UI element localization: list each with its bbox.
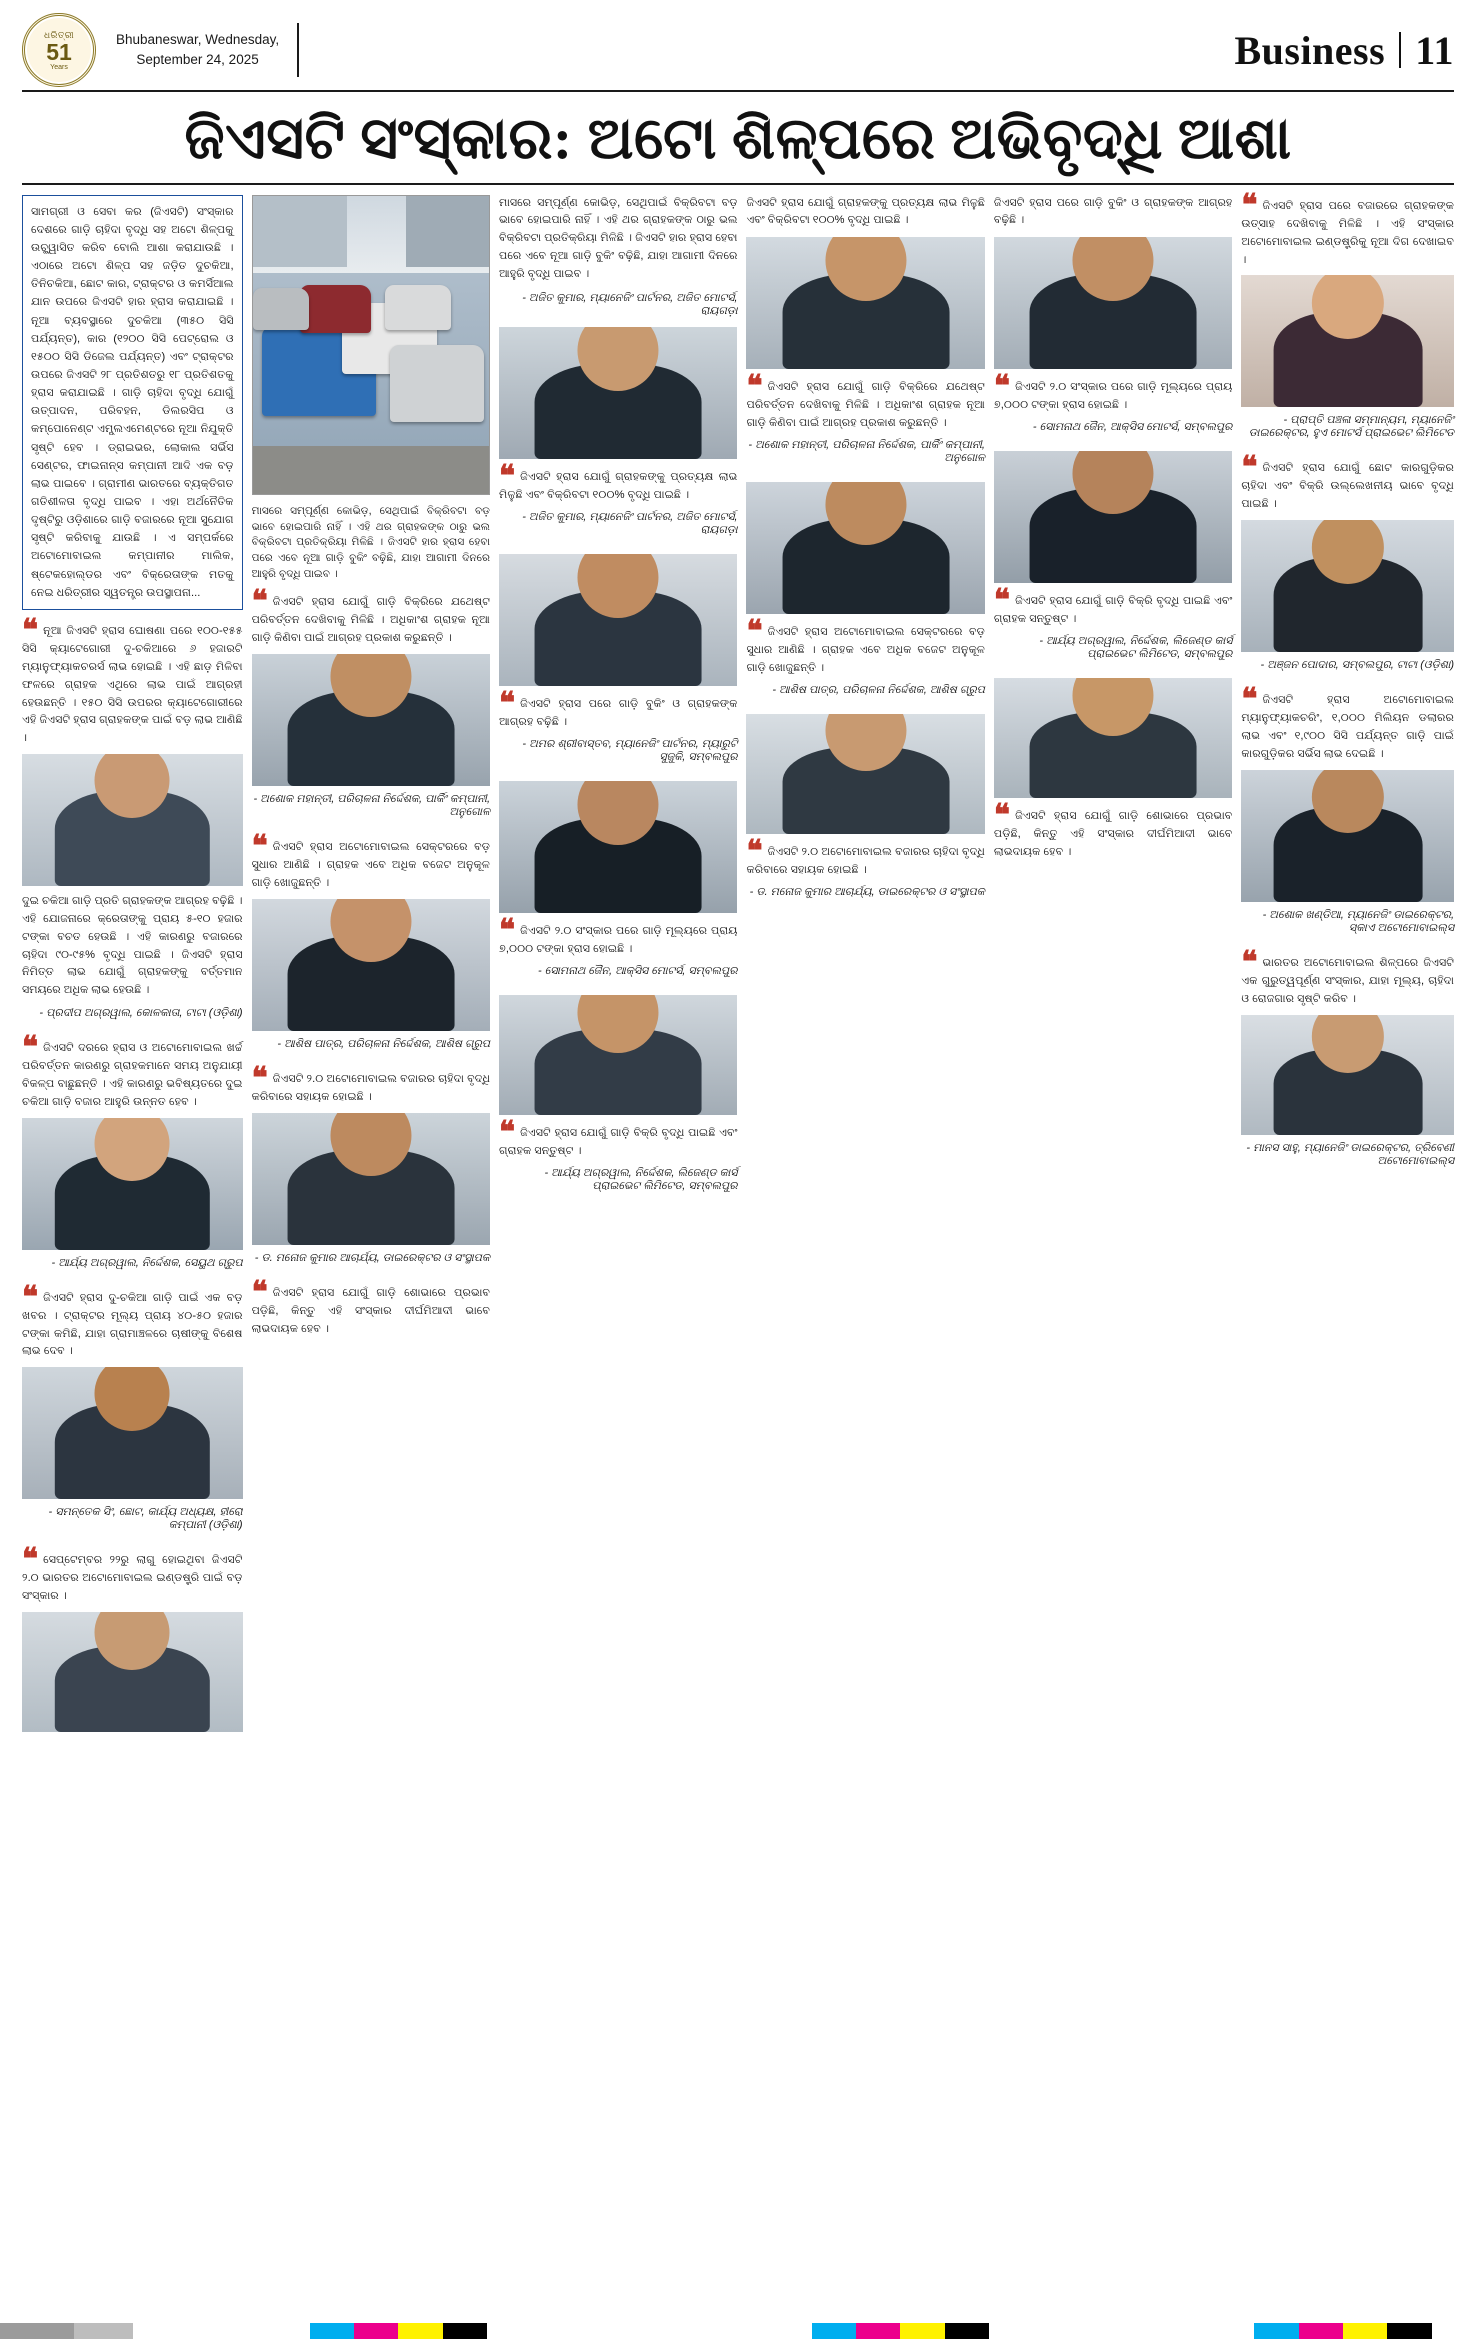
quote-attribution: - ସୋମନାଥ ଜୈନ, ଆକ୍ସିସ ମୋଟର୍ସ, ସମ୍ବଲପୁର (538, 965, 738, 978)
quote-icon: ❝ (1241, 683, 1258, 717)
quote-text: ❝ ଜିଏସଟି ହ୍ରାସ ଯୋଗୁଁ ଗାଡ଼ି ବିକ୍ରି ବୃଦ୍ଧି ପାଇଛି ଏବଂ ଗ୍ରାହକ ସନ୍ତୁଷ୍ଟ । (499, 1116, 738, 1158)
quote-text: ❝ ଜିଏସଟି ହ୍ରାସ ଅଟୋମୋବାଇଲ ସେକ୍ଟରରେ ବଡ଼ ସୁଧାର ଆଣିଛି । ଗ୍ରାହକ ଏବେ ଅଧିକ ବଜେଟ ଅନୁକୂଳ ଗାଡ଼ି ଖୋଜୁଛନ୍ତି । (251, 829, 491, 889)
quote-icon: ❝ (993, 370, 1011, 404)
quote-attribution: - ଡ. ମନୋଜ କୁମାର ଆଚାର୍ଯ୍ୟ, ଡାଇରେକ୍ଟର ଓ ସଂସ୍ଥାପକ (254, 1251, 491, 1264)
quote-text: ❝ ଜିଏସଟି ୨.୦ ସଂସ୍କାର ପରେ ଗାଡ଼ି ମୂଲ୍ୟରେ ପ୍ରାୟ ୭,୦୦୦ ଟଙ୍କା ହ୍ରାସ ହୋଇଛି । (499, 914, 738, 956)
column-3 (499, 195, 737, 1748)
logo-bottom-text: Years (50, 63, 68, 71)
quote-attribution: - ଅଶୋକ ମହାନ୍ତୀ, ପରିଚାଳନା ନିର୍ଦ୍ଦେଶକ, ପାର୍କିଂ କମ୍ପାନୀ, ଅନୁଗୋଳ (748, 439, 985, 465)
portrait-photo (746, 482, 984, 614)
dateline-city-day: Bhubaneswar, Wednesday, (116, 32, 280, 48)
quote-attribution: - ଅମର ଶ୍ରୀବାସ୍ତବ, ମ୍ୟାନେଜିଂ ପାର୍ଟନର, ମ୍ୟାରୁଟି ସୁଜୁକି, ସମ୍ବଲପୁର (522, 738, 738, 764)
quote-text: ❝ ଜିଏସଟି ୨.୦ ଅଟୋମୋବାଇଲ ବଜାରର ଚାହିଦା ବୃଦ୍ଧି କରିବାରେ ସହାୟକ ହୋଇଛି । (251, 1061, 491, 1103)
portrait-photo (1241, 520, 1454, 652)
quote-icon: ❝ (251, 1275, 268, 1309)
portrait-photo (994, 237, 1232, 369)
quote-block (499, 327, 737, 546)
quote-text: ❝ ଜିଏସଟି ୨.୦ ସଂସ୍କାର ପରେ ଗାଡ଼ି ମୂଲ୍ୟରେ ପ୍ରାୟ ୭,୦୦୦ ଟଙ୍କା ହ୍ରାସ ହୋଇଛି । (993, 370, 1233, 412)
reg-swatch-yellow (900, 2323, 944, 2339)
quote-icon: ❝ (993, 584, 1011, 618)
reg-gap (989, 2323, 1255, 2339)
quote-icon: ❝ (993, 799, 1011, 833)
quote-icon: ❝ (499, 1116, 516, 1150)
portrait-photo (22, 754, 243, 886)
portrait-photo (252, 1113, 490, 1245)
photo-car (300, 285, 371, 333)
quote-text: ❝ ଜିଏସଟି ହ୍ରାସ ପରେ ଗାଡ଼ି ବୁକିଂ ଓ ଗ୍ରାହକଙ୍କ ଆଗ୍ରହ ବଢ଼ିଛି । (499, 687, 738, 729)
reg-swatch-black (945, 2323, 989, 2339)
portrait-photo (499, 327, 737, 459)
column-4 (746, 195, 984, 1748)
portrait-photo (22, 1612, 243, 1732)
quote-block (22, 1030, 243, 1279)
reg-swatch-black (1387, 2323, 1431, 2339)
print-registration-bar (0, 2323, 1476, 2339)
article-body (22, 185, 1454, 1748)
body-text: ମାସରେ ସମ୍ପୂର୍ଣ୍ଣ କୋଭିଡ଼, ସେଥିପାଇଁ ବିକ୍ରିବଟା ବଡ଼ ଭାବେ ହୋଇପାରି ନାହିଁ । ଏହି ଥର ଗ୍ରାହକଙ୍କ ଠାରୁ ଭଲ ବିକ୍ରିବଟା ପ୍ରତିକ୍ରିୟା ମିଳିଛି । ଜିଏସଟି ହାର ହ୍ରାସ ହେବା ପରେ ଏବେ ନୂଆ ଗାଡ଼ି ବୁକିଂ ବଢ଼ିଛି, ଯାହା ଆଗାମୀ ଦିନରେ ଆହୁରି ବୃଦ୍ଧି ପାଇବ । (499, 196, 738, 280)
masthead (22, 0, 1454, 92)
reg-swatch-yellow (1343, 2323, 1387, 2339)
portrait-photo (22, 1367, 243, 1499)
quote-text: ❝ ଜିଏସଟି ହ୍ରାସ ଅଟୋମୋବାଇଲ ମ୍ୟାନୁଫ୍ୟାକଚରିଂ, ୧,୦୦୦ ମିଲିୟନ ଡଲାରର ଲାଭ ଏବଂ ୧,୯୦୦ ସିସି ପର୍ଯ୍ୟନ୍ତ ଗାଡ଼ି ପାଇଁ କାରଗୁଡ଼ିକର ସର୍ଭିସ ଲାଭ ଦେଇଛି । (1241, 683, 1454, 761)
quote-attribution: - ଅଞ୍ଜନ ପୋଦାର, ସମ୍ବଲପୁର, ଟାଟା (ଓଡ଼ିଶା) (1260, 659, 1454, 672)
reg-swatch-yellow (398, 2323, 442, 2339)
portrait-photo (252, 654, 490, 786)
quote-text: ❝ ଭାରତର ଅଟୋମୋବାଇଲ ଶିଳ୍ପରେ ଜିଏସଟି ଏକ ଗୁରୁତ୍ୱପୂର୍ଣ୍ଣ ସଂସ୍କାର, ଯାହା ମୂଲ୍ୟ, ଚାହିଦା ଓ ରୋଜଗାର ସୃଷ୍ଟି କରିବ । (1241, 946, 1454, 1005)
quote-attribution: - ଅଶୋକ ଖଣ୍ଡିଆ, ମ୍ୟାନେଜିଂ ଡାଇରେକ୍ଟର, ସ୍କାଏ ଅଟୋମୋବାଇଲ୍ସ (1262, 909, 1454, 935)
body-text: ଜିଏସଟି ହ୍ରାସ ଯୋଗୁଁ ଗ୍ରାହକଙ୍କୁ ପ୍ରତ୍ୟକ୍ଷ ଲାଭ ମିଳୁଛି ଏବଂ ବିକ୍ରିବଟା ୧୦୦% ବୃଦ୍ଧି ପାଇଛି । (746, 196, 985, 227)
quote-icon: ❝ (499, 914, 516, 948)
quote-attribution: - ଆଶିଷ ପାତ୍ର, ପରିଚାଳନା ନିର୍ଦ୍ଦେଶକ, ଆଶିଷ ଗ୍ରୁପ (772, 683, 985, 696)
publication-logo (22, 13, 96, 87)
reg-swatch-magenta (1299, 2323, 1343, 2339)
portrait-photo (1241, 770, 1454, 902)
quote-attribution: - ଆର୍ଯ୍ୟ ଅଗ୍ରୱାଲ, ନିର୍ଦ୍ଦେଶକ, ଲିଜେଣ୍ଡ କାର୍ସ ପ୍ରାଇଭେଟ ଲିମିଟେଡ, ସମ୍ବଲପୁର (1039, 635, 1233, 661)
section-name: Business (1234, 27, 1386, 73)
portrait-photo (994, 451, 1232, 583)
body-text: ଜିଏସଟି ହ୍ରାସ ପରେ ଗାଡ଼ି ବୁକିଂ ଓ ଗ୍ରାହକଙ୍କ ଆଗ୍ରହ ବଢ଼ିଛି । (993, 196, 1233, 227)
quote-text: ❝ ନୂଆ ଜିଏସଟି ହ୍ରାସ ଘୋଷଣା ପରେ ୧୦୦-୧୫୫ ସିସି କ୍ୟାଟେଗୋରୀ ଦୁ-ଚକିଆରେ ୬ ହଜାରଟି ମ୍ୟାନୁଫ୍ୟାକଚରର୍ସ ଲାଭ ହୋଇଛି । ଏହି ଛାଡ଼ ମିଳିବା ଫଳରେ ଗ୍ରାହକ ଏଥିରେ ଲାଭ ପାଇଁ ଆଗ୍ରହୀ ହେଉଛନ୍ତି । ୧୫୦ ସିସି ଉପରର କ୍ୟାଟେଗୋରୀରେ ଏହି ଜିଏସଟି ହ୍ରାସ ଗ୍ରାହକଙ୍କ ପାଇଁ ବଡ଼ ଲାଭ ଆଣିଛି । (22, 613, 243, 745)
quote-icon: ❝ (1241, 946, 1258, 980)
reg-swatch-magenta (354, 2323, 398, 2339)
quote-icon: ❝ (251, 1061, 268, 1095)
portrait-photo (499, 554, 737, 686)
dateline (112, 23, 299, 77)
quote-block (1241, 946, 1454, 1177)
quote-attribution: - ଆଶିଷ ପାତ୍ର, ପରିଚାଳନା ନିର୍ଦ୍ଦେଶକ, ଆଶିଷ ଗ୍ରୁପ (277, 1037, 491, 1050)
photo-building-left (253, 196, 348, 268)
column-6 (1241, 188, 1454, 1748)
column-2 (252, 195, 490, 1748)
quote-attribution: - ପ୍ରାପ୍ତି ପଞ୍ଚଳା ସମ୍ମାନ୍ୟମ, ମ୍ୟାନେଜିଂ ଡାଇରେକ୍ଟର, ହୁଏ ମୋଟର୍ସ ପ୍ରାଇଭେଟ ଲିମିଟେଡ (1248, 414, 1454, 440)
reg-swatch-magenta (856, 2323, 900, 2339)
quote-text: ❝ ଜିଏସଟି ହ୍ରାସ ଯୋଗୁଁ ଗାଡ଼ି ବିକ୍ରିରେ ଯଥେଷ୍ଟ ପରିବର୍ତ୍ତନ ଦେଖିବାକୁ ମିଳିଛି । ଅଧିକାଂଶ ଗ୍ରାହକ ନୂଆ ଗାଡ଼ି କିଣିବା ପାଇଁ ଆଗ୍ରହ ପ୍ରକାଶ କରୁଛନ୍ତି । (251, 585, 491, 645)
quote-icon: ❝ (499, 460, 516, 494)
quote-text: ❝ ଜିଏସଟି ୨.୦ ଅଟୋମୋବାଇଲ ବଜାରର ଚାହିଦା ବୃଦ୍ଧି କରିବାରେ ସହାୟକ ହୋଇଛି । (746, 834, 985, 876)
quote-block (251, 585, 491, 828)
reg-swatch-black (443, 2323, 487, 2339)
quote-icon: ❝ (22, 1030, 39, 1064)
portrait-photo (1241, 275, 1454, 407)
quote-text: ❝ ଜିଏସଟି ହ୍ରାସ ଯୋଗୁଁ ଗାଡ଼ି ବିକ୍ରିରେ ଯଥେଷ୍ଟ ପରିବର୍ତ୍ତନ ଦେଖିବାକୁ ମିଳିଛି । ଅଧିକାଂଶ ଗ୍ରାହକ ନୂଆ ଗାଡ଼ି କିଣିବା ପାଇଁ ଆଗ୍ରହ ପ୍ରକାଶ କରୁଛନ୍ତି । (746, 370, 985, 430)
quote-icon: ❝ (1241, 451, 1258, 485)
quote-block (1241, 451, 1454, 681)
portrait-photo (746, 237, 984, 369)
quote-text: ❝ ଜିଏସଟି ହ୍ରାସ ଅଟୋମୋବାଇଲ ସେକ୍ଟରରେ ବଡ଼ ସୁଧାର ଆଣିଛି । ଗ୍ରାହକ ଏବେ ଅଧିକ ବଜେଟ ଅନୁକୂଳ ଗାଡ଼ି ଖୋଜୁଛନ୍ତି । (746, 615, 985, 674)
photo-car (385, 285, 451, 330)
quote-attribution: - ପ୍ରଦୀପ ଅଗ୍ରୱାଲ, କୋଳକାତା, ଟାଟା (ଓଡ଼ିଶା) (39, 1006, 243, 1019)
photo-ground (253, 446, 489, 494)
quote-block (746, 237, 984, 474)
quote-text: ❝ ଜିଏସଟି ହ୍ରାସ ପରେ ବଜାରରେ ଗ୍ରାହକଙ୍କ ଉତ୍ସାହ ଦେଖିବାକୁ ମିଳିଛି । ଏହି ସଂସ୍କାର ଅଟୋମୋବାଇଲ ଇଣ୍ଡଷ୍ଟ୍ରିକୁ ନୂଆ ଦିଗ ଦେଖାଇବ । (1241, 188, 1454, 266)
quote-attribution: - ଆର୍ଯ୍ୟ ଅଗ୍ରୱାଲ, ନିର୍ଦ୍ଦେଶକ, ସେୟୁଥ ଗ୍ରୁପ (51, 1256, 243, 1269)
logo-top-text: ଧରିତ୍ରୀ (43, 29, 75, 40)
body-attribution: - ଅଜିତ କୁମାର, ମ୍ୟାନେଜିଂ ପାର୍ଟନର, ଅଜିତ ମୋଟର୍ସ, ରାୟଗଡ଼ା (522, 292, 738, 318)
reg-swatch-cyan (812, 2323, 856, 2339)
quote-block (994, 678, 1232, 868)
photo-car (253, 288, 310, 330)
photo-building-right (406, 196, 489, 268)
quote-block (251, 1061, 491, 1274)
quote-icon: ❝ (746, 834, 763, 868)
quote-icon: ❝ (746, 615, 763, 649)
quote-block (746, 482, 984, 706)
main-photo-car-lot (252, 195, 490, 495)
portrait-photo (1241, 1015, 1454, 1135)
quote-attribution: - ସୋମନାଥ ଜୈନ, ଆକ୍ସିସ ମୋଟର୍ସ, ସମ୍ବଲପୁର (1032, 421, 1233, 434)
quote-icon: ❝ (746, 370, 763, 404)
reg-swatch-cyan (310, 2323, 354, 2339)
photo-car (390, 345, 485, 422)
reg-gap (133, 2323, 310, 2339)
portrait-photo (499, 781, 737, 913)
logo-number: 51 (46, 38, 72, 65)
reg-swatch (0, 2323, 74, 2339)
reg-swatch (74, 2323, 133, 2339)
quote-text: ❝ ସେପ୍ଟେମ୍ବର ୨୨ରୁ ଲାଗୁ ହୋଇଥିବା ଜିଏସଟି ୨.୦ ଭାରତର ଅଟୋମୋବାଇଲ ଇଣ୍ଡଷ୍ଟ୍ରି ପାଇଁ ବଡ଼ ସଂସ୍କାର । (22, 1543, 243, 1603)
quote-icon: ❝ (22, 1280, 39, 1314)
divider (1399, 32, 1401, 68)
dateline-date: September 24, 2025 (136, 52, 259, 67)
quote-block (1241, 683, 1454, 944)
quote-attribution: - ଅଜିତ କୁମାର, ମ୍ୟାନେଜିଂ ପାର୍ଟନର, ଅଜିତ ମୋଟର୍ସ, ରାୟଗଡ଼ା (522, 511, 738, 537)
column-1 (22, 195, 243, 1748)
photo-caption: ମାସରେ ସମ୍ପୂର୍ଣ୍ଣ କୋଭିଡ଼, ସେଥିପାଇଁ ବିକ୍ରିବଟା ବଡ଼ ଭାବେ ହୋଇପାରି ନାହିଁ । ଏହି ଥର ଗ୍ରାହକଙ୍କ ଠାରୁ ଭଲ ବିକ୍ରିବଟା ପ୍ରତିକ୍ରିୟା ମିଳିଛି । ଜିଏସଟି ହାର ହ୍ରାସ ହେବା ପରେ ଏବେ ନୂଆ ଗାଡ଼ି ବୁକିଂ ବଢ଼ିଛି, ଯାହା ଆଗାମୀ ଦିନରେ ଆହୁରି ବୃଦ୍ଧି ପାଇବ । (251, 504, 491, 581)
quote-attribution: - ସମନ୍ତେକ ସିଂ, ଛୋଟ, କାର୍ଯ୍ୟ ଅଧ୍ୟକ୍ଷ, ହୀରୋ କମ୍ପାନୀ (ଓଡ଼ିଶା) (48, 1506, 243, 1532)
quote-block (22, 1543, 243, 1739)
section-header (1234, 27, 1454, 74)
quote-block (1241, 188, 1454, 450)
portrait-photo (252, 899, 490, 1031)
quote-block (251, 829, 491, 1060)
portrait-photo (994, 678, 1232, 798)
quote-block (746, 714, 984, 908)
lead-paragraph: ସାମଗ୍ରୀ ଓ ସେବା କର (ଜିଏସଟି) ସଂସ୍କାର ଦେଶରେ ଗାଡ଼ି ଚାହିଦା ବୃଦ୍ଧି ସହ ଅଟୋ ଶିଳ୍ପକୁ ଉଚ୍ଛ୍ୱାସିତ କରିବ ବୋଲି ଆଶା କରାଯାଉଛି । ଏଠାରେ ଅଟୋ ଶିଳ୍ପ ସହ ଜଡ଼ିତ ଦୁଚକିଆ, ତିନିଚକିଆ, ଛୋଟ କାର, ଟ୍ରାକ୍ଟର ଓ କମର୍ସିଆଲ ଯାନ ଉପରେ ଜିଏସଟି ହାର ହ୍ରାସ କରାଯାଇଛି । ନୂଆ ବ୍ୟବସ୍ଥାରେ ଦୁଚକିଆ (୩୫୦ ସିସି ପର୍ଯ୍ୟନ୍ତ), କାର (୧୨୦୦ ସିସି ପେଟ୍ରୋଲ ଓ ୧୫୦୦ ସିସି ଡିଜେଲ ପର୍ଯ୍ୟନ୍ତ) ଏବଂ ଟ୍ରାକ୍ଟର ଉପରେ ଜିଏସଟି ୨୮ ପ୍ରତିଶତରୁ ୧୮ ପ୍ରତିଶତକୁ ହ୍ରାସ କରାଯାଇଛି । ଗାଡ଼ି ଚାହିଦା ବୃଦ୍ଧି ଯୋଗୁଁ ଉତ୍ପାଦନ, ପରିବହନ, ଡିଲରସିପ ଓ କମ୍ପୋନେଣ୍ଟ ଏମ୍ପ୍ଲଏମେଣ୍ଟରେ ନୂଆ ନିଯୁକ୍ତି ସୃଷ୍ଟି ହେବ । ଡ୍ରାଇଭର, ଲୋକାଲ ସର୍ଭିସ ସେଣ୍ଟର, ଫାଇନାନ୍ସ କମ୍ପାନୀ ଆଦି ଏକ ବଡ଼ ଲାଭ ପାଇବେ । ଗ୍ରାମୀଣ ଭାରତରେ ବ୍ୟକ୍ତିଗତ ଗତିଶୀଳତା ବୃଦ୍ଧି ପାଇବ । ଏହା ଅର୍ଥନୈତିକ ଦୃଷ୍ଟିରୁ ଓଡ଼ିଶାରେ ଗାଡ଼ି ବଜାରରେ ନୂଆ ସୁଯୋଗ ସୃଷ୍ଟି କରିବାକୁ ଯାଉଛି । ଏ ସମ୍ପର୍କରେ ଅଟୋମୋବାଇଲ କମ୍ପାନୀର ମାଲିକ, ଷ୍ଟେକହୋଲ୍ଡର ଏବଂ ବିକ୍ରେତାଙ୍କ ମତକୁ ନେଇ ଧରିତ୍ରୀର ସ୍ୱତନ୍ତ୍ର ଉପସ୍ଥାପନା... (22, 195, 243, 610)
quote-icon: ❝ (251, 829, 268, 863)
quote-block (994, 451, 1232, 670)
quote-text: ❝ ଜିଏସଟି ହ୍ରାସ ଯୋଗୁଁ ଗାଡ଼ି ଶୋଭାରେ ପ୍ରଭାବ ପଡ଼ିଛି, କିନ୍ତୁ ଏହି ସଂସ୍କାର ଦୀର୍ଘମିଆଦୀ ଭାବେ ଲାଭଦାୟକ ହେବ । (251, 1275, 491, 1335)
quote-text: ❝ ଜିଏସଟି ହ୍ରାସ ଯୋଗୁଁ ଗାଡ଼ି ବିକ୍ରି ବୃଦ୍ଧି ପାଇଛି ଏବଂ ଗ୍ରାହକ ସନ୍ତୁଷ୍ଟ । (993, 584, 1233, 626)
portrait-photo (22, 1118, 243, 1250)
quote-icon: ❝ (1241, 188, 1258, 222)
quote-icon: ❝ (22, 1543, 39, 1577)
quote-block (499, 995, 737, 1202)
quote-attribution: - ମାନସ ସାହୁ, ମ୍ୟାନେଜିଂ ଡାଇରେକ୍ଟର, ତ୍ରିବେଣୀ ଅଟୋମୋବାଇଲ୍ସ (1246, 1141, 1454, 1167)
quote-icon: ❝ (22, 613, 39, 647)
quote-attribution: - ଆର୍ଯ୍ୟ ଅଗ୍ରୱାଲ, ନିର୍ଦ୍ଦେଶକ, ଲିଜେଣ୍ଡ କାର୍ସ ପ୍ରାଇଭେଟ ଲିମିଟେଡ, ସମ୍ବଲପୁର (544, 1167, 738, 1193)
quote-block (251, 1275, 491, 1345)
reg-gap (487, 2323, 812, 2339)
quote-block (499, 554, 737, 773)
quote-attribution: - ଡ. ମନୋଜ କୁମାର ଆଚାର୍ଯ୍ୟ, ଡାଇରେକ୍ଟର ଓ ସଂସ୍ଥାପକ (749, 885, 985, 898)
portrait-photo (499, 995, 737, 1115)
quote-icon: ❝ (251, 585, 268, 619)
quote-block (499, 781, 737, 987)
quote-text: ❝ ଜିଏସଟି ହ୍ରାସ ଦୁ-ଚକିଆ ଗାଡ଼ି ପାଇଁ ଏକ ବଡ଼ ଖବର । ଟ୍ରାକ୍ଟର ମୂଲ୍ୟ ପ୍ରାୟ ୪୦-୫୦ ହଜାର ଟଙ୍କା କମିଛି, ଯାହା ଗ୍ରାମାଞ୍ଚଳରେ ଚାଷୀଙ୍କୁ ବିଶେଷ ଲାଭ ଦେବ । (22, 1280, 243, 1358)
quote-block (22, 1280, 243, 1542)
page-title: ଜିଏସଟି ସଂସ୍କାର: ଅଟୋ ଶିଳ୍ପରେ ଅଭିବୃଦ୍ଧି ଆଶା (22, 92, 1454, 185)
quote-text: ❝ ଜିଏସଟି ହ୍ରାସ ଯୋଗୁଁ ଗ୍ରାହକଙ୍କୁ ପ୍ରତ୍ୟକ୍ଷ ଲାଭ ମିଳୁଛି ଏବଂ ବିକ୍ରିବଟା ୧୦୦% ବୃଦ୍ଧି ପାଇଛି । (499, 460, 738, 502)
quote-text: ❝ ଜିଏସଟି ହ୍ରାସ ଯୋଗୁଁ ଗାଡ଼ି ଶୋଭାରେ ପ୍ରଭାବ ପଡ଼ିଛି, କିନ୍ତୁ ଏହି ସଂସ୍କାର ଦୀର୍ଘମିଆଦୀ ଭାବେ ଲାଭଦାୟକ ହେବ । (993, 799, 1233, 858)
quote-block (994, 237, 1232, 443)
page-number: 11 (1415, 27, 1454, 73)
quote-body: ଦୁଇ ଚକିଆ ଗାଡ଼ି ପ୍ରତି ଗ୍ରାହକଙ୍କ ଆଗ୍ରହ ବଢ଼ିଛି । ଏହି ଯୋଜନାରେ କ୍ରେତାଙ୍କୁ ପ୍ରାୟ ୫-୧୦ ହଜାର ଟଙ୍କା ବଚତ ହେଉଛି । ଏହି କାରଣରୁ ବଜାରରେ ଚାହିଦା ୯୦-୯୫% ବୃଦ୍ଧି ପାଇଛି । ଜିଏସଟି ହ୍ରାସ ନିମିତ୍ତ ଲାଭ ଯୋଗୁଁ ଗ୍ରାହକଙ୍କୁ ବର୍ତ୍ତମାନ ସମୟରେ ଅଧିକ ଲାଭ ହେଉଛି । (22, 895, 243, 997)
reg-swatch-cyan (1254, 2323, 1298, 2339)
quote-attribution: - ଅଶୋକ ମହାନ୍ତୀ, ପରିଚାଳନା ନିର୍ଦ୍ଦେଶକ, ପାର୍କିଂ କମ୍ପାନୀ, ଅନୁଗୋଳ (253, 792, 491, 818)
quote-text: ❝ ଜିଏସଟି ହ୍ରାସ ଯୋଗୁଁ ଛୋଟ କାରଗୁଡ଼ିକର ଚାହିଦା ଏବଂ ବିକ୍ରି ଉଲ୍ଲେଖନୀୟ ଭାବେ ବୃଦ୍ଧି ପାଇଛି । (1241, 451, 1454, 511)
column-5 (994, 195, 1232, 1748)
quote-text: ❝ ଜିଏସଟି ଦରରେ ହ୍ରାସ ଓ ଅଟୋମୋବାଇଲ ଖର୍ଚ୍ଚ ପରିବର୍ତ୍ତନ କାରଣରୁ ଗ୍ରାହକମାନେ ସମୟ ଅନୁଯାୟୀ ବିକଳ୍ପ ବାଛୁଛନ୍ତି । ଏହି କାରଣରୁ ଭବିଷ୍ୟତରେ ଦୁଇ ଚକିଆ ଗାଡ଼ି ବଜାର ଆହୁରି ଉନ୍ନତ ହେବ । (22, 1030, 243, 1108)
quote-icon: ❝ (499, 687, 516, 721)
portrait-photo (746, 714, 984, 834)
quote-block (22, 613, 243, 1029)
